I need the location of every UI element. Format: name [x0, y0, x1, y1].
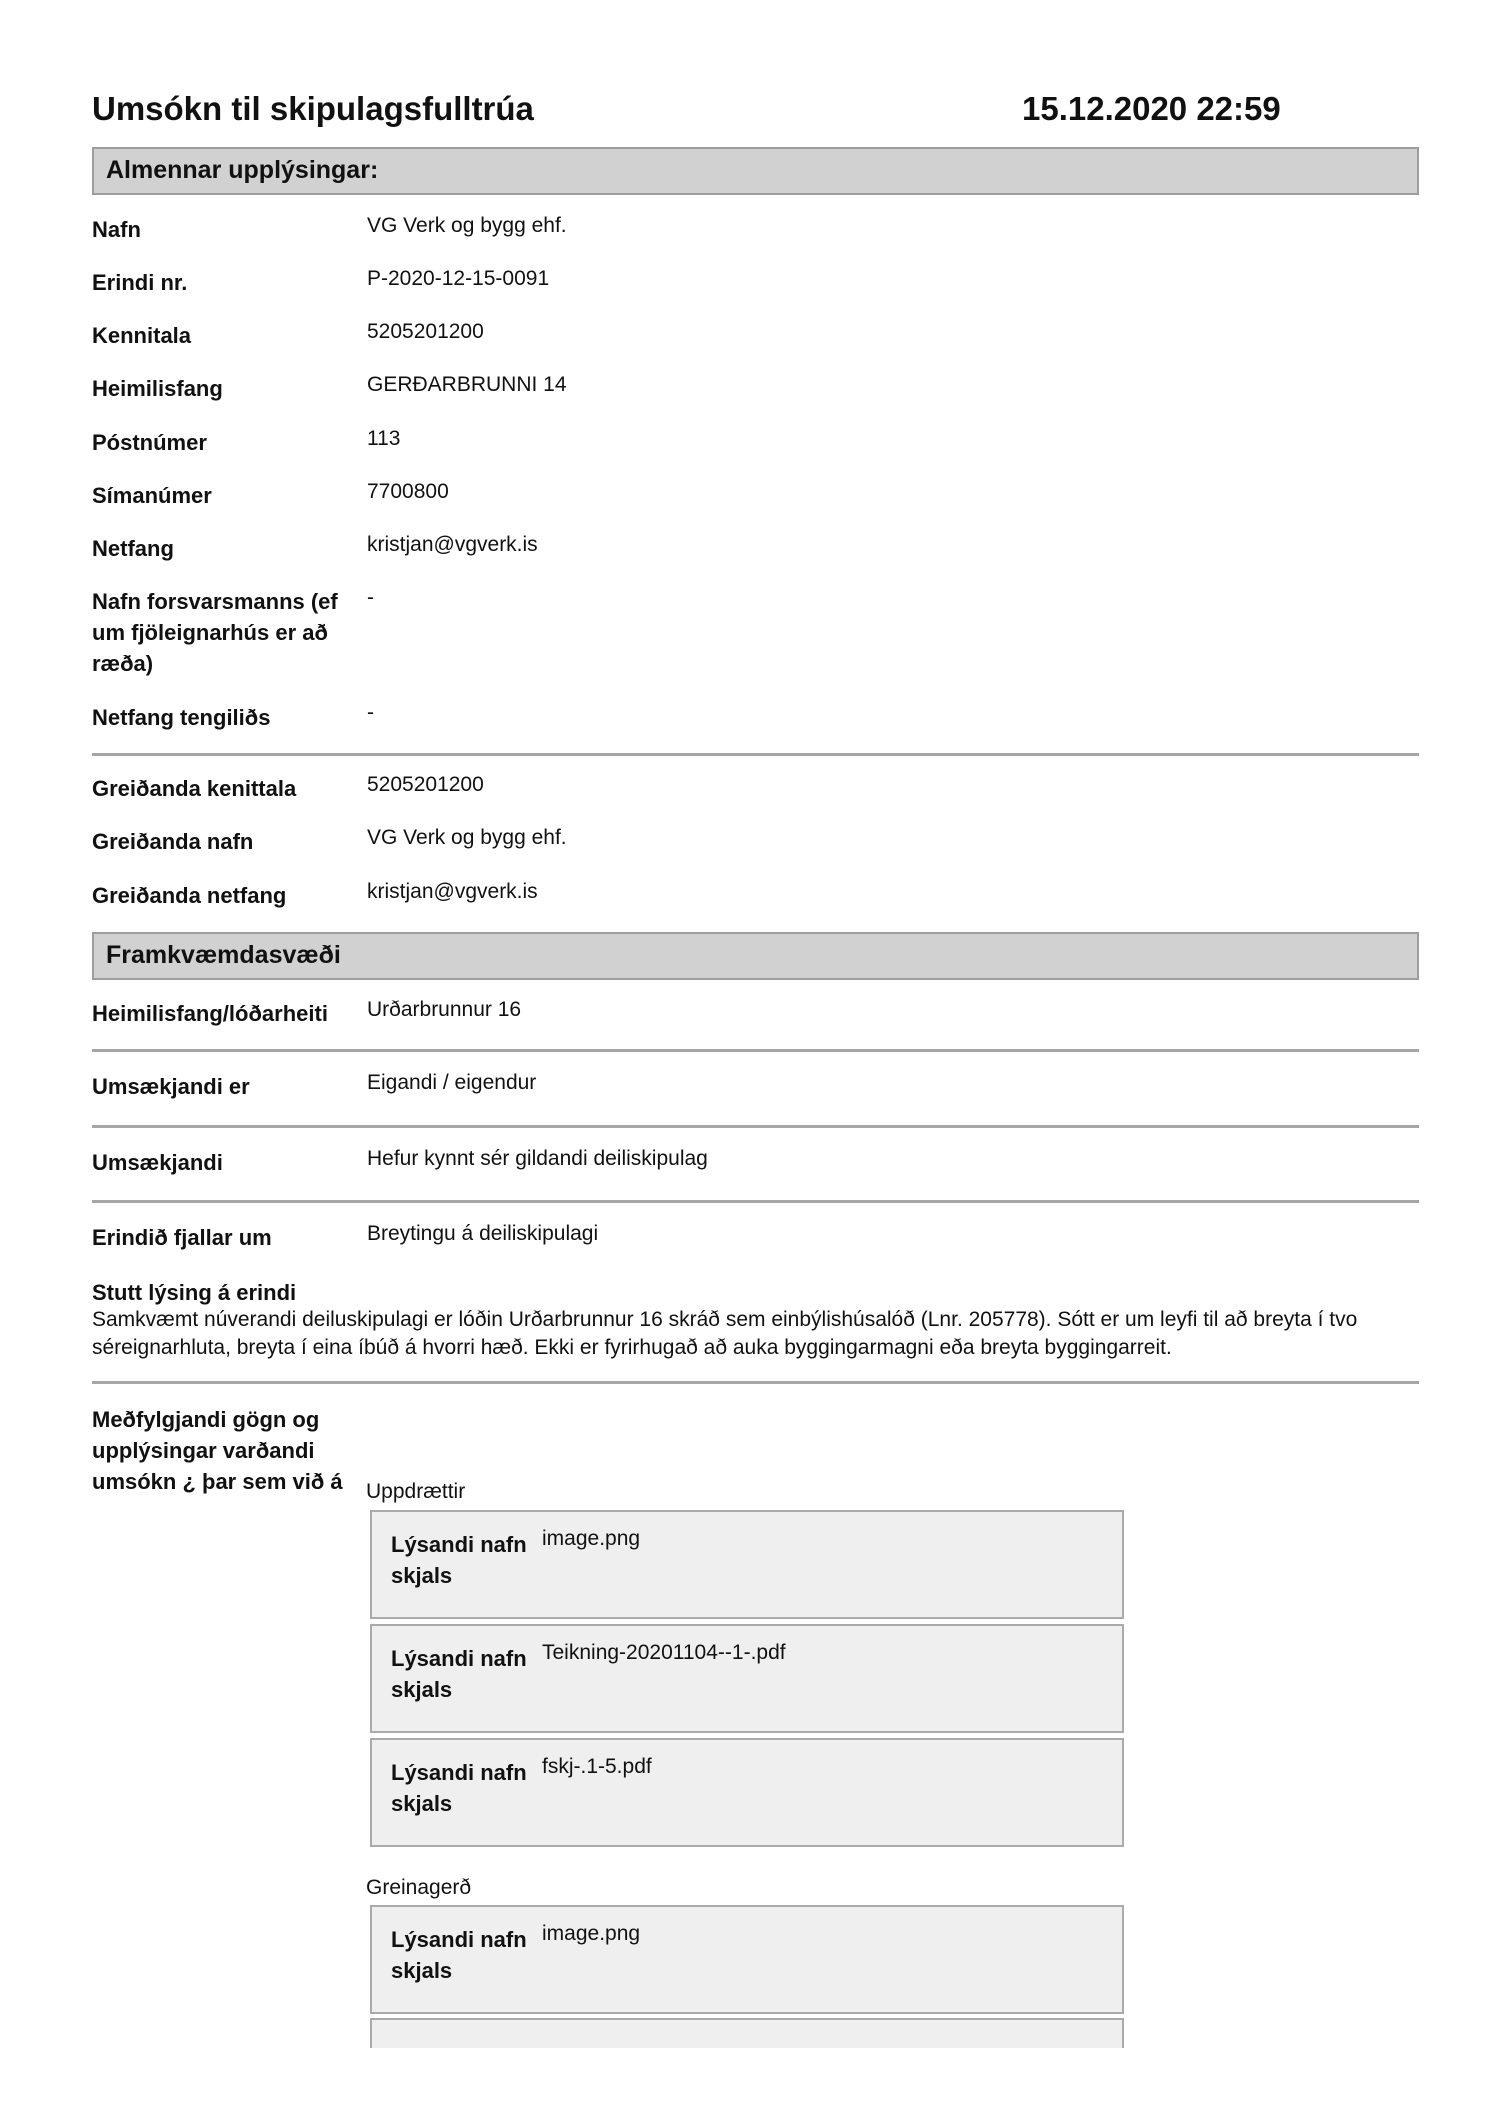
- description-text: Samkvæmt núverandi deiluskipulagi er lóðin Urðarbrunnur 16 skráð sem einbýlishúsalóð (Lnr. 205778). Sótt er um leyfi til að breyta í tvo séreignarhluta, breyta í eina íbúð á hvorri hæð. Ekki er fyrirhugað að auka byggingarmagni eða breyta byggingarreit.: [92, 1308, 1358, 1359]
- field-value-payer-kennitala: 5205201200: [367, 773, 484, 796]
- page-title: Umsókn til skipulagsfulltrúa: [92, 90, 534, 127]
- field-value-phone: 7700800: [367, 480, 449, 503]
- section-header-project-area: [92, 932, 1419, 980]
- file-name: image.png: [542, 1527, 641, 1550]
- field-value-address: GERÐARBRUNNI 14: [367, 373, 567, 396]
- file-label: Lýsandi nafn skjals: [391, 1927, 527, 1983]
- file-name: Teikning-20201104--1-.pdf: [542, 1641, 786, 1664]
- field-label-applicant-role: Umsækjandi er: [92, 1074, 250, 1099]
- field-label-payer-name: Greiðanda nafn: [92, 829, 254, 854]
- file-name: image.png: [542, 1922, 641, 1945]
- field-value-postcode: 113: [367, 427, 401, 450]
- attachment-file[interactable]: [370, 1905, 1124, 2014]
- divider: [92, 1381, 1419, 1384]
- field-value-kennitala: 5205201200: [367, 320, 484, 343]
- attachment-file[interactable]: [370, 1510, 1124, 1619]
- field-label-case-subject: Erindið fjallar um: [92, 1225, 272, 1250]
- file-name: fskj-.1-5.pdf: [542, 1755, 652, 1778]
- attachment-file[interactable]: [370, 1624, 1124, 1733]
- field-label-address: Heimilisfang: [92, 376, 223, 401]
- file-label: Lýsandi nafn skjals: [391, 1532, 527, 1588]
- field-label-payer-kennitala: Greiðanda kenittala: [92, 776, 297, 801]
- field-value-applicant: Hefur kynnt sér gildandi deiliskipulag: [367, 1147, 708, 1170]
- field-value-applicant-role: Eigandi / eigendur: [367, 1071, 537, 1094]
- field-label-representative: Nafn forsvarsmanns (ef um fjöleignarhús er að ræða): [92, 589, 338, 676]
- attachment-group-report: Greinagerð: [366, 1876, 472, 1899]
- field-label-payer-email: Greiðanda netfang: [92, 883, 287, 908]
- field-value-contact-email: -: [367, 701, 374, 724]
- field-value-case-number: P-2020-12-15-0091: [367, 267, 550, 290]
- divider: [92, 1049, 1419, 1052]
- field-value-email: kristjan@vgverk.is: [367, 533, 538, 556]
- divider: [92, 753, 1419, 756]
- field-label-applicant: Umsækjandi: [92, 1150, 223, 1175]
- attachment-file[interactable]: [370, 1738, 1124, 1847]
- field-value-payer-email: kristjan@vgverk.is: [367, 880, 538, 903]
- field-label-case-number: Erindi nr.: [92, 270, 188, 295]
- field-label-postcode: Póstnúmer: [92, 430, 207, 455]
- attachment-file-partial: [370, 2018, 1124, 2048]
- file-label: Lýsandi nafn skjals: [391, 1646, 527, 1702]
- section-header-general: [92, 147, 1419, 195]
- field-value-name: VG Verk og bygg ehf.: [367, 214, 567, 237]
- field-label-name: Nafn: [92, 217, 141, 242]
- section-title: Framkvæmdasvæði: [106, 941, 341, 969]
- field-label-kennitala: Kennitala: [92, 323, 192, 348]
- field-value-payer-name: VG Verk og bygg ehf.: [367, 826, 567, 849]
- divider: [92, 1200, 1419, 1203]
- field-value-representative: -: [367, 586, 374, 609]
- attachments-label: Meðfylgjandi gögn og upplýsingar varðandi umsókn ¿ þar sem við á: [92, 1407, 343, 1494]
- divider: [92, 1125, 1419, 1128]
- section-title: Almennar upplýsingar:: [106, 156, 379, 184]
- field-value-case-subject: Breytingu á deiliskipulagi: [367, 1222, 599, 1245]
- description-label: Stutt lýsing á erindi: [92, 1280, 297, 1305]
- submission-datetime: 15.12.2020 22:59: [1022, 90, 1281, 127]
- field-label-phone: Símanúmer: [92, 483, 212, 508]
- file-label: Lýsandi nafn skjals: [391, 1760, 527, 1816]
- field-value-lot-address: Urðarbrunnur 16: [367, 998, 522, 1021]
- field-label-email: Netfang: [92, 536, 174, 561]
- attachment-group-drawings: Uppdrættir: [366, 1480, 466, 1503]
- field-label-contact-email: Netfang tengiliðs: [92, 705, 271, 730]
- field-label-lot-address: Heimilisfang/lóðarheiti: [92, 1001, 328, 1026]
